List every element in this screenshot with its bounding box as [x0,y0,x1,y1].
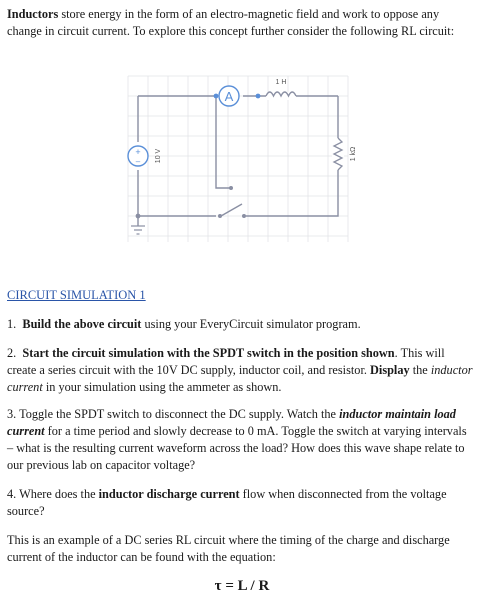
step-4-text: Where does the [16,487,99,501]
step-number: 1. [7,317,17,331]
switch-icon [221,204,242,216]
step-2-italic: inductor current [7,363,473,394]
ground-icon [131,226,145,234]
source-label: 10 V [155,148,162,164]
step-2 [7,345,475,396]
step-3-text-2: for a time period and slowly decrease to 0 mA. Toggle the switch at varying intervals – what is the resulting current waveform across the load? How does this wave shape relate to our previous lab on capacitor voltage? [7,424,467,472]
step-4-bold: inductor discharge current [98,487,240,501]
resistor-label: 1 kΩ [350,146,357,162]
step-2-text: . This will create a series circuit with the 10V DC supply, inductor coil, and resistor. [7,346,445,377]
ammeter-label: A [224,89,234,104]
source-plus: + [135,147,141,157]
step-number: 4. [7,487,17,501]
step-1 [7,316,475,333]
inductor-icon [266,79,296,100]
ammeter-icon [219,86,239,106]
source-minus: – [135,157,141,166]
step-1-text: using your EveryCircuit simulator program. [141,317,361,331]
step-1-bold: Build the above circuit [22,317,142,331]
step-3-text: Toggle the SPDT switch to disconnect the DC supply. Watch the [16,407,340,421]
inductor-label: 1 H [275,79,287,86]
intro-lead: Inductors [7,7,59,21]
section-heading[interactable]: CIRCUIT SIMULATION 1 [7,288,146,302]
step-number: 3. [7,407,17,421]
step-number: 2. [7,346,17,360]
time-constant-equation: τ = L / R [214,578,270,594]
intro-text: store energy in the form of an electro-magnetic field and work to oppose any change in circuit current. To explore this concept further consider the following RL circuit: [7,7,455,38]
step-2-display: Display [370,363,410,377]
step-4 [7,486,475,520]
source-icon [128,146,162,166]
step-4-text-2: flow when disconnected from the voltage source? [7,487,447,518]
step-2-bold: Start the circuit simulation with the SPDT switch in the position shown [22,346,395,360]
rl-circuit-diagram [118,66,364,252]
step-2-text-3: in your simulation using the ammeter as shown. [42,380,282,394]
step-3-bold-italic: inductor maintain load current [7,407,456,438]
step-2-text-2: the [409,363,431,377]
resistor-icon [332,138,357,170]
step-3 [7,406,475,474]
intro-paragraph [7,6,475,40]
example-paragraph: This is an example of a DC series RL circuit where the timing of the charge and discharge current of the inductor can be found with the equation: [7,533,450,564]
